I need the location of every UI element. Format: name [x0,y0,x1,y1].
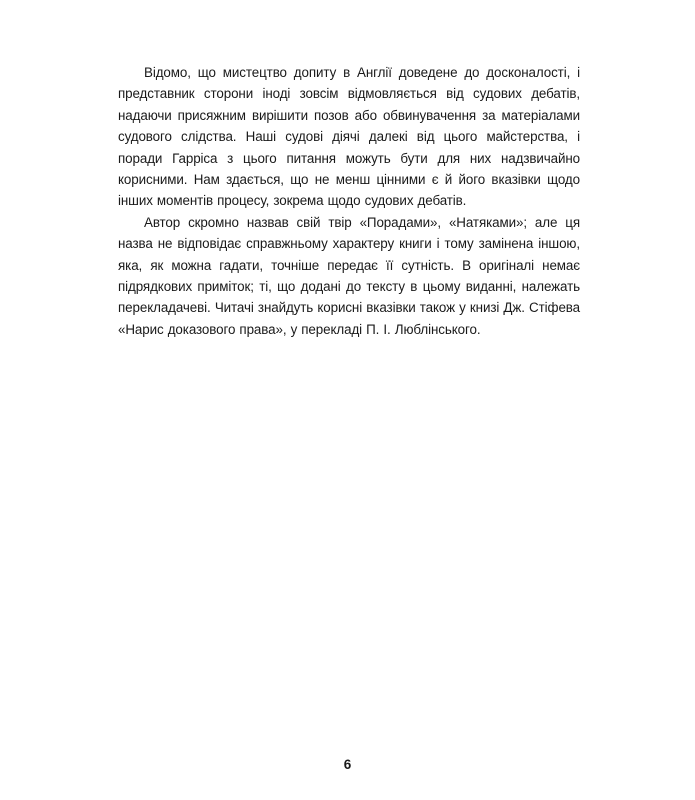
page-number: 6 [343,757,352,772]
body-text [118,62,580,340]
paragraph-2: Автор скромно назвав свій твір «Порадами», «Натяками»; але ця назва не відповідає справжньому характеру книги і тому замінена іншою, яка, як можна гадати, точніше передає її сутність. В оригіналі немає підрядкових приміток; ті, що додані до тексту в цьому виданні, належать перекладачеві. Читачі знайдуть корисні вказівки також у книзі Дж. Стіфева «Нарис доказового права», у перекладі П. І. Люблінського. [118,214,580,337]
paragraph-1: Відомо, що мистецтво допиту в Англії доведене до досконалості, і представник сторони іноді зовсім відмовляється від судових дебатів, надаючи присяжним вирішити позов або обвинувачення за матеріалами судового слідства. Наші судові діячі далекі від цього майстерства, і поради Гарріса з цього питання можуть бути для них надзвичайно корисними. Нам здається, що не менш цінними є й його вказівки щодо інших моментів процесу, зокрема щодо судових дебатів. [118,65,580,209]
